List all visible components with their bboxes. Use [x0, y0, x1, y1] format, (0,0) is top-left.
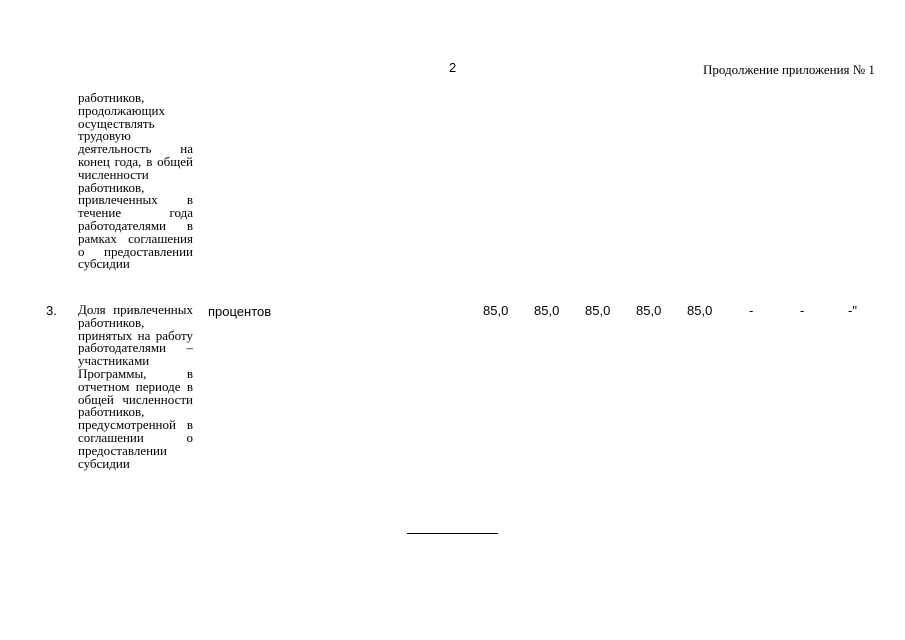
value-cell-6: -: [749, 303, 754, 318]
value-cell-3: 85,0: [585, 303, 611, 318]
value-cell-1: 85,0: [483, 303, 509, 318]
value-cell-7: -: [800, 303, 805, 318]
value-cell-5: 85,0: [687, 303, 713, 318]
appendix-continuation-header: Продолжение приложения № 1: [703, 62, 875, 77]
value-cell-4: 85,0: [636, 303, 662, 318]
page-number: 2: [449, 60, 457, 75]
row-number: 3.: [46, 303, 57, 318]
footnote-divider-line: [407, 533, 498, 534]
value-cell-8: -": [848, 303, 857, 318]
row-unit: процентов: [208, 304, 272, 319]
row-indicator-text: Доля привлеченных работников, принятых на работу работодателями – участниками Программы, в отчетном периоде в общей численности работников, предусмотренной в соглашении о предоставлении субсидии: [78, 302, 193, 471]
previous-row-indicator-text: работников, продолжающих осуществлять трудовую деятельность на конец года, в общей численности работников, привлеченных в течение года работодателями в рамках соглашения о предоставлении субсидии: [78, 90, 193, 272]
value-cell-2: 85,0: [534, 303, 560, 318]
